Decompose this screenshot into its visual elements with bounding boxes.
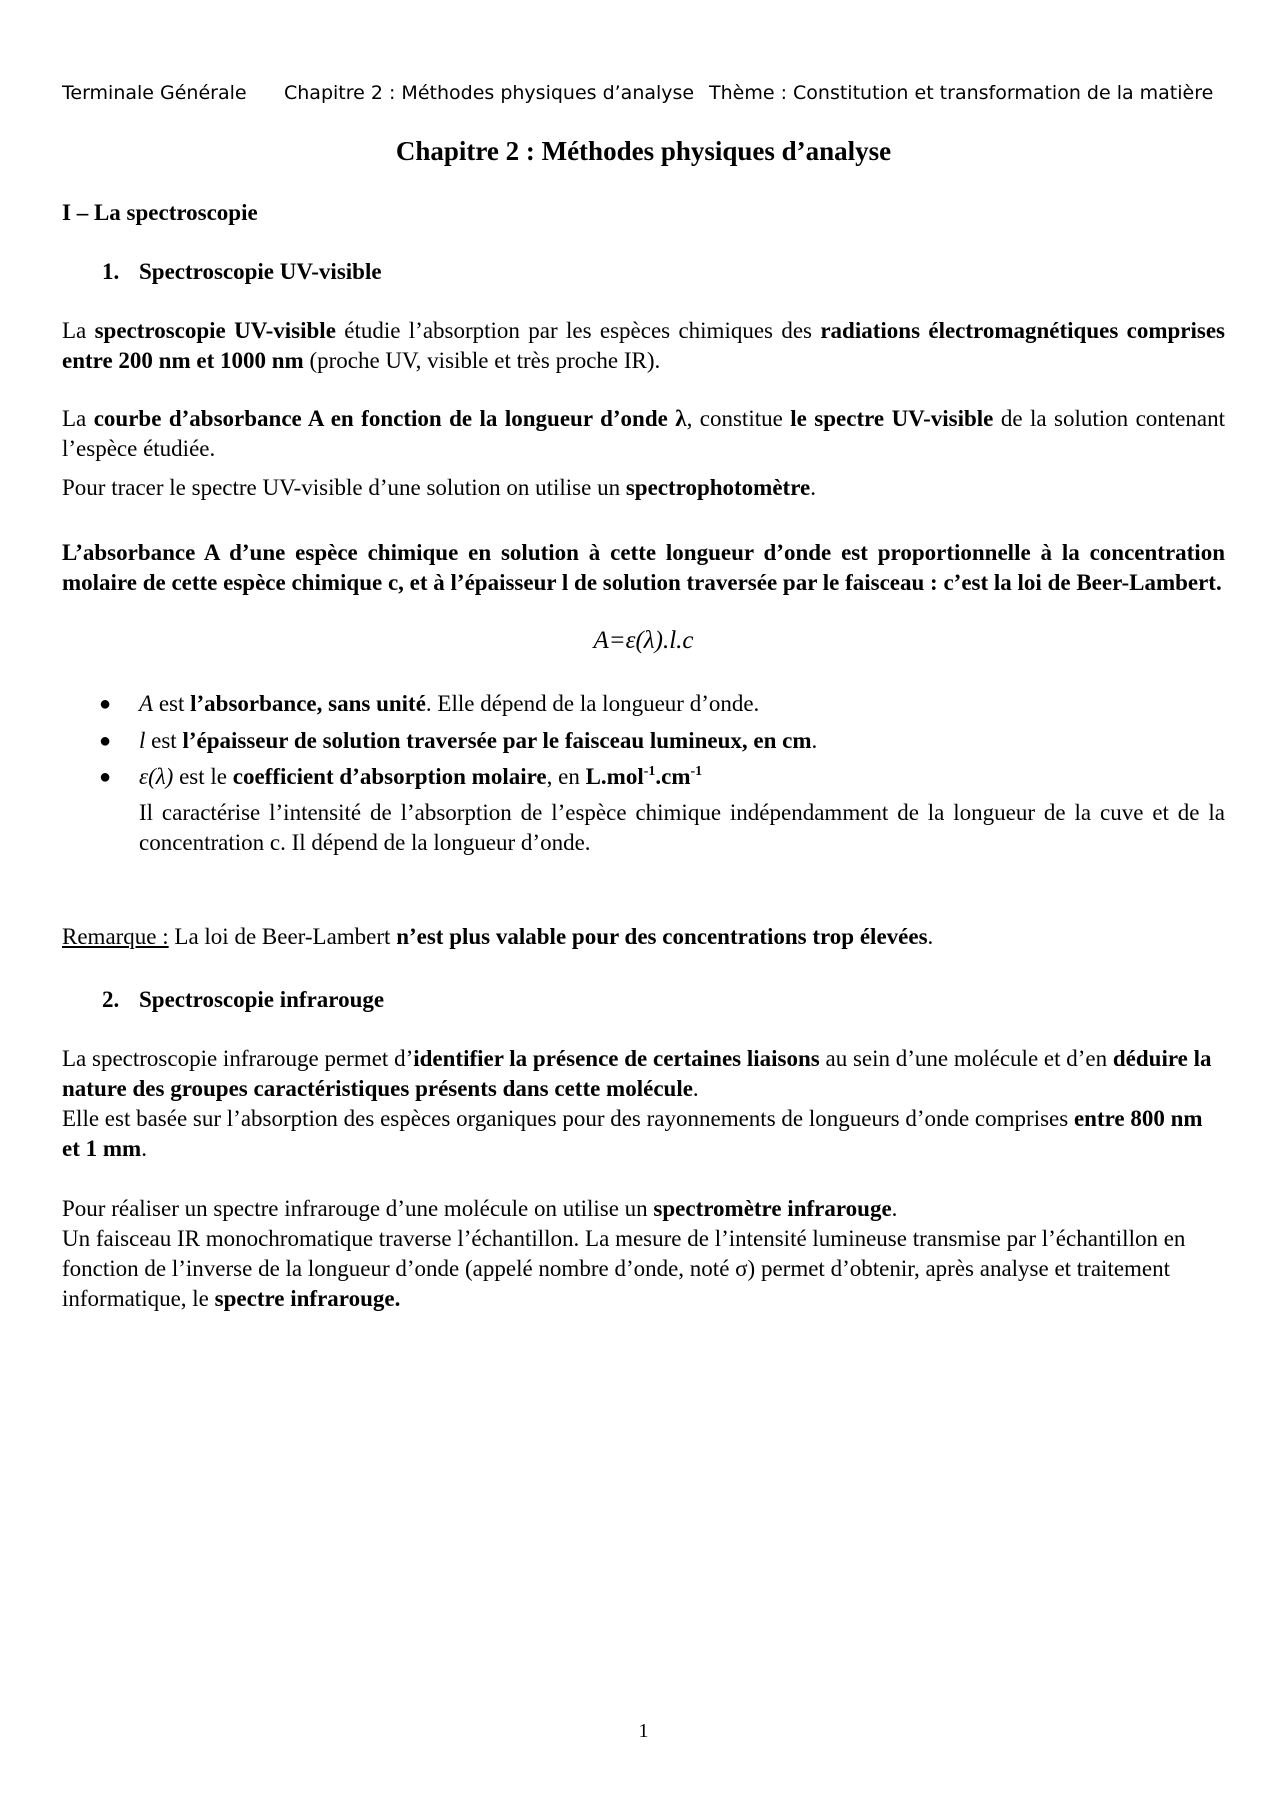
header-chapter: Chapitre 2 : Méthodes physiques d’analyse <box>284 82 695 104</box>
remark-label: Remarque : <box>62 924 169 949</box>
subsection-number: 1. <box>102 259 120 284</box>
beer-lambert-formula: A=ε(λ).l.c <box>593 627 694 654</box>
bullet-icon: ● <box>99 730 112 752</box>
section-heading-spectroscopie: I – La spectroscopie <box>62 200 258 225</box>
paragraph-ir-measurement: Un faisceau IR monochromatique traverse l’échantillon. La mesure de l’intensité lumineuse transmise par l’échantillon en fonction de l’inverse de la longueur d’onde (appelé nombre d’onde, noté σ) permet d’obtenir, après analyse et traitement informatique, le spectre infrarouge. <box>62 1226 1186 1311</box>
bullet-icon: ● <box>99 766 112 788</box>
page-number: 1 <box>638 1720 649 1742</box>
paragraph-ir-range: Elle est basée sur l’absorption des espèces organiques pour des rayonnements de longueurs d’onde comprises entre 800 nm et 1 mm. <box>62 1106 1203 1161</box>
coefficient-description: Il caractérise l’intensité de l’absorption de l’espèce chimique indépendamment de la longueur de la cuve et de la concentration c. Il dépend de la longueur d’onde. <box>139 800 1225 855</box>
paragraph-ir-purpose: La spectroscopie infrarouge permet d’identifier la présence de certaines liaisons au sein d’une molécule et d’en déduire la nature des groupes caractéristiques présents dans cette molécule. <box>62 1046 1212 1101</box>
page-header <box>62 78 1225 108</box>
subsection-number: 2. <box>102 987 120 1012</box>
subsection-title: Spectroscopie infrarouge <box>139 987 385 1012</box>
remark: Remarque : La loi de Beer-Lambert n’est plus valable pour des concentrations trop élevées. <box>62 924 934 949</box>
bullet-icon: ● <box>99 693 112 715</box>
paragraph-absorbance-curve: La courbe d’absorbance A en fonction de la longueur d’onde λ, constitue le spectre UV-visible de la solution contenant l’espèce étudiée. <box>62 406 1225 461</box>
header-theme: Thème : Constitution et transformation de la matière <box>709 82 1214 104</box>
beer-lambert-law: L’absorbance A d’une espèce chimique en solution à cette longueur d’onde est proportionnelle à la concentration molaire de cette espèce chimique c, et à l’épaisseur l de solution traversée par le faisceau : c’est la loi de Beer-Lambert. <box>62 540 1225 595</box>
paragraph-spectrophotometer: Pour tracer le spectre UV-visible d’une solution on utilise un spectrophotomètre. <box>62 475 816 500</box>
page-title: Chapitre 2 : Méthodes physiques d’analyse <box>395 136 892 166</box>
paragraph-ir-spectrometer: Pour réaliser un spectre infrarouge d’une molécule on utilise un spectromètre infrarouge. <box>62 1196 898 1221</box>
paragraph-uv-intro: La spectroscopie UV-visible étudie l’absorption par les espèces chimiques des radiations électromagnétiques comprises entre 200 nm et 1000 nm (proche UV, visible et très proche IR). <box>62 318 1225 373</box>
subsection-title: Spectroscopie UV-visible <box>139 259 382 284</box>
document-page: Terminale Générale Chapitre 2 : Méthodes physiques d’analyse Thème : Constitution et transformation de la matière Chapitre 2 : Méthodes physiques d’analyse I – La spectroscopie 1. Spectroscopie UV-visible La spectroscopie UV-visible étudie l’absorption par les espèces chimiques des radiations électromagnétiques comprises entre 200 nm et 1000 nm (proche UV, visible et très proche IR). La courbe d’absorbance A en fonction de la longueur d’onde λ, constitue le spectre UV-visible de la solution contenant l’espèce étudiée. Pour tracer le spectre UV-visible d’une solution on utilise un spectrophotomètre. L’absorbance A d’une espèce chimique en solution à cette longueur d’onde est proportionnelle à la concentration molaire de cette espèce chimique c, et à l’épaisseur l de solution traversée par le faisceau : c’est la loi de Beer-Lambert. A=ε(λ).l.c ● A est l’absorbance, sans unité. Elle dépend de la longueur d’onde. ● l est l’épaisseur de solution traversée par le faisceau lumineux, en cm. ● ε(λ) est le coefficient d’absorption molaire, en $L.mol^{-1}.cm^{-1}$ Il caractérise l’intensité de l’absorption de l’espèce chimique indépendamment de la longueur de la cuve et de la concentration c. Il dépend de la longueur d’onde. Remarque : La loi de Beer-Lambert n’est plus valable pour des concentrations trop élevées. 2. Spectroscopie infrarouge La spectroscopie infrarouge permet d’identifier la présence de certaines liaisons au sein d’une molécule et d’en déduire la nature des groupes caractéristiques présents dans cette molécule. Elle est basée sur l’absorption des espèces organiques pour des rayonnements de longueurs d’onde comprises entre 800 nm et 1 mm. Pour réaliser un spectre infrarouge d’une molécule on utilise un spectromètre infrarouge. Un faisceau IR monochromatique traverse l’échantillon. La mesure de l’intensité lumineuse transmise par l’échantillon en fonction de l’inverse de la longueur d’onde (appelé nombre d’onde, noté σ) permet d’obtenir, après analyse et traitement informatique, le spectre infrarouge. 1 <box>62 0 1225 1811</box>
header-level: Terminale Générale <box>62 82 247 104</box>
